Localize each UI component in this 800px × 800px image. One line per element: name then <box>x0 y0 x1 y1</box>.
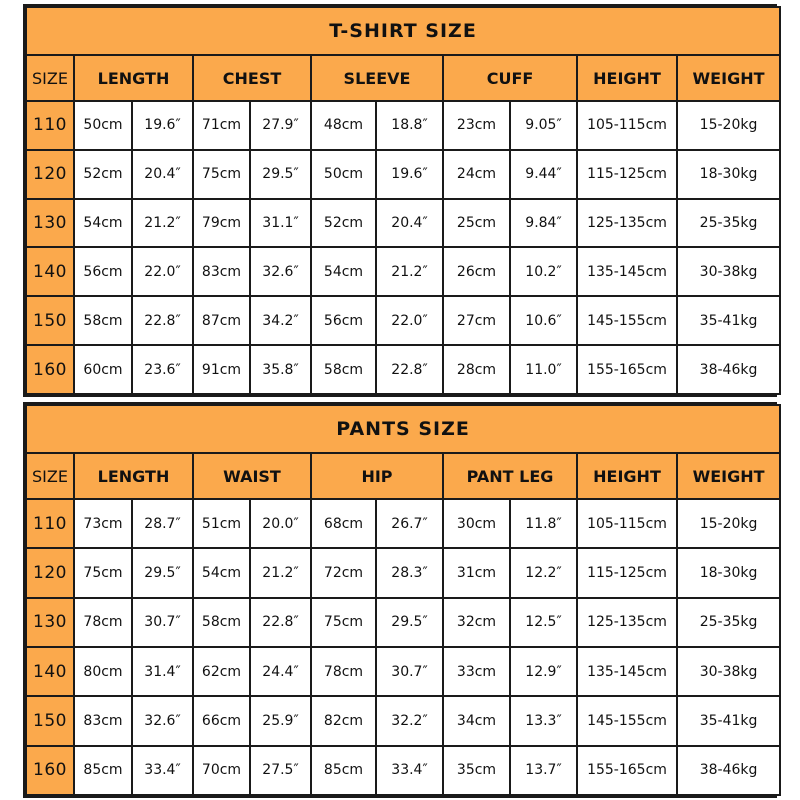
hip-in-cell: 26.7″ <box>376 499 443 548</box>
table-row <box>26 101 780 150</box>
weight-cell: 38-46kg <box>677 345 780 394</box>
hip-in-cell: 33.4″ <box>376 746 443 795</box>
length-cm-cell: 52cm <box>74 150 132 199</box>
waist-cm-cell: 66cm <box>193 696 250 745</box>
header-chest: CHEST <box>193 55 311 101</box>
header-size: SIZE <box>26 453 74 499</box>
height-cell: 115-125cm <box>577 150 677 199</box>
waist-cm-cell: 58cm <box>193 598 250 647</box>
hip-cm-cell: 75cm <box>311 598 376 647</box>
chest-cm-cell: 79cm <box>193 199 250 248</box>
length-in-cell: 29.5″ <box>132 548 193 597</box>
size-cell: 130 <box>26 199 74 248</box>
waist-in-cell: 24.4″ <box>250 647 311 696</box>
tshirt-size-table <box>25 6 781 395</box>
sleeve-cm-cell: 50cm <box>311 150 376 199</box>
cuff-in-cell: 9.84″ <box>510 199 577 248</box>
length-cm-cell: 85cm <box>74 746 132 795</box>
chest-cm-cell: 71cm <box>193 101 250 150</box>
height-cell: 145-155cm <box>577 696 677 745</box>
waist-cm-cell: 70cm <box>193 746 250 795</box>
tshirt-title: T-SHIRT SIZE <box>26 7 780 55</box>
size-cell: 150 <box>26 696 74 745</box>
size-cell: 110 <box>26 499 74 548</box>
header-pant-leg: PANT LEG <box>443 453 577 499</box>
height-cell: 155-165cm <box>577 746 677 795</box>
table-row <box>26 746 780 795</box>
chest-cm-cell: 87cm <box>193 296 250 345</box>
length-in-cell: 30.7″ <box>132 598 193 647</box>
sleeve-in-cell: 22.0″ <box>376 296 443 345</box>
hip-in-cell: 32.2″ <box>376 696 443 745</box>
leg-cm-cell: 33cm <box>443 647 510 696</box>
leg-in-cell: 12.5″ <box>510 598 577 647</box>
length-cm-cell: 73cm <box>74 499 132 548</box>
hip-cm-cell: 82cm <box>311 696 376 745</box>
sleeve-in-cell: 19.6″ <box>376 150 443 199</box>
cuff-in-cell: 9.44″ <box>510 150 577 199</box>
sleeve-in-cell: 22.8″ <box>376 345 443 394</box>
height-cell: 135-145cm <box>577 247 677 296</box>
hip-in-cell: 30.7″ <box>376 647 443 696</box>
table-row <box>26 345 780 394</box>
weight-cell: 25-35kg <box>677 199 780 248</box>
header-hip: HIP <box>311 453 443 499</box>
waist-cm-cell: 62cm <box>193 647 250 696</box>
height-cell: 115-125cm <box>577 548 677 597</box>
height-cell: 105-115cm <box>577 101 677 150</box>
chest-in-cell: 27.9″ <box>250 101 311 150</box>
height-cell: 125-135cm <box>577 199 677 248</box>
pants-title: PANTS SIZE <box>26 405 780 453</box>
length-cm-cell: 56cm <box>74 247 132 296</box>
table-row <box>26 247 780 296</box>
waist-cm-cell: 51cm <box>193 499 250 548</box>
table-row <box>26 548 780 597</box>
sleeve-in-cell: 20.4″ <box>376 199 443 248</box>
header-sleeve: SLEEVE <box>311 55 443 101</box>
size-cell: 120 <box>26 150 74 199</box>
length-in-cell: 23.6″ <box>132 345 193 394</box>
chest-in-cell: 32.6″ <box>250 247 311 296</box>
sleeve-cm-cell: 48cm <box>311 101 376 150</box>
weight-cell: 25-35kg <box>677 598 780 647</box>
size-cell: 110 <box>26 101 74 150</box>
hip-cm-cell: 78cm <box>311 647 376 696</box>
waist-in-cell: 27.5″ <box>250 746 311 795</box>
leg-in-cell: 13.3″ <box>510 696 577 745</box>
length-in-cell: 28.7″ <box>132 499 193 548</box>
height-cell: 105-115cm <box>577 499 677 548</box>
leg-in-cell: 12.9″ <box>510 647 577 696</box>
chest-in-cell: 35.8″ <box>250 345 311 394</box>
chest-cm-cell: 83cm <box>193 247 250 296</box>
tshirt-size-chart <box>23 4 777 397</box>
weight-cell: 18-30kg <box>677 548 780 597</box>
header-length: LENGTH <box>74 453 193 499</box>
table-row <box>26 150 780 199</box>
table-row <box>26 696 780 745</box>
table-row <box>26 499 780 548</box>
header-height: HEIGHT <box>577 55 677 101</box>
hip-cm-cell: 72cm <box>311 548 376 597</box>
length-cm-cell: 83cm <box>74 696 132 745</box>
pants-size-table <box>25 404 781 796</box>
length-in-cell: 32.6″ <box>132 696 193 745</box>
weight-cell: 15-20kg <box>677 499 780 548</box>
length-cm-cell: 75cm <box>74 548 132 597</box>
weight-cell: 35-41kg <box>677 296 780 345</box>
length-in-cell: 21.2″ <box>132 199 193 248</box>
length-in-cell: 19.6″ <box>132 101 193 150</box>
sleeve-in-cell: 21.2″ <box>376 247 443 296</box>
waist-in-cell: 22.8″ <box>250 598 311 647</box>
hip-in-cell: 28.3″ <box>376 548 443 597</box>
chest-in-cell: 34.2″ <box>250 296 311 345</box>
waist-in-cell: 25.9″ <box>250 696 311 745</box>
height-cell: 125-135cm <box>577 598 677 647</box>
leg-cm-cell: 32cm <box>443 598 510 647</box>
header-waist: WAIST <box>193 453 311 499</box>
length-cm-cell: 58cm <box>74 296 132 345</box>
leg-cm-cell: 31cm <box>443 548 510 597</box>
sleeve-in-cell: 18.8″ <box>376 101 443 150</box>
length-in-cell: 31.4″ <box>132 647 193 696</box>
length-cm-cell: 54cm <box>74 199 132 248</box>
height-cell: 135-145cm <box>577 647 677 696</box>
size-cell: 130 <box>26 598 74 647</box>
length-cm-cell: 50cm <box>74 101 132 150</box>
sleeve-cm-cell: 54cm <box>311 247 376 296</box>
length-in-cell: 22.8″ <box>132 296 193 345</box>
table-row <box>26 598 780 647</box>
sleeve-cm-cell: 52cm <box>311 199 376 248</box>
sleeve-cm-cell: 56cm <box>311 296 376 345</box>
height-cell: 155-165cm <box>577 345 677 394</box>
leg-cm-cell: 30cm <box>443 499 510 548</box>
weight-cell: 38-46kg <box>677 746 780 795</box>
header-height: HEIGHT <box>577 453 677 499</box>
weight-cell: 18-30kg <box>677 150 780 199</box>
cuff-cm-cell: 24cm <box>443 150 510 199</box>
chest-in-cell: 31.1″ <box>250 199 311 248</box>
hip-cm-cell: 85cm <box>311 746 376 795</box>
length-in-cell: 22.0″ <box>132 247 193 296</box>
leg-in-cell: 11.8″ <box>510 499 577 548</box>
leg-in-cell: 13.7″ <box>510 746 577 795</box>
cuff-cm-cell: 26cm <box>443 247 510 296</box>
hip-in-cell: 29.5″ <box>376 598 443 647</box>
chest-cm-cell: 91cm <box>193 345 250 394</box>
weight-cell: 30-38kg <box>677 647 780 696</box>
cuff-in-cell: 10.2″ <box>510 247 577 296</box>
cuff-cm-cell: 23cm <box>443 101 510 150</box>
header-length: LENGTH <box>74 55 193 101</box>
cuff-cm-cell: 28cm <box>443 345 510 394</box>
cuff-cm-cell: 27cm <box>443 296 510 345</box>
cuff-in-cell: 9.05″ <box>510 101 577 150</box>
size-cell: 160 <box>26 345 74 394</box>
length-cm-cell: 60cm <box>74 345 132 394</box>
size-cell: 160 <box>26 746 74 795</box>
header-size: SIZE <box>26 55 74 101</box>
sleeve-cm-cell: 58cm <box>311 345 376 394</box>
chest-in-cell: 29.5″ <box>250 150 311 199</box>
cuff-in-cell: 10.6″ <box>510 296 577 345</box>
chest-cm-cell: 75cm <box>193 150 250 199</box>
size-cell: 140 <box>26 247 74 296</box>
table-row <box>26 647 780 696</box>
length-in-cell: 20.4″ <box>132 150 193 199</box>
length-in-cell: 33.4″ <box>132 746 193 795</box>
weight-cell: 15-20kg <box>677 101 780 150</box>
height-cell: 145-155cm <box>577 296 677 345</box>
header-weight: WEIGHT <box>677 55 780 101</box>
cuff-in-cell: 11.0″ <box>510 345 577 394</box>
weight-cell: 35-41kg <box>677 696 780 745</box>
leg-cm-cell: 35cm <box>443 746 510 795</box>
cuff-cm-cell: 25cm <box>443 199 510 248</box>
leg-cm-cell: 34cm <box>443 696 510 745</box>
header-weight: WEIGHT <box>677 453 780 499</box>
pants-size-chart <box>23 402 777 798</box>
size-cell: 140 <box>26 647 74 696</box>
size-cell: 150 <box>26 296 74 345</box>
table-row <box>26 199 780 248</box>
weight-cell: 30-38kg <box>677 247 780 296</box>
header-cuff: CUFF <box>443 55 577 101</box>
length-cm-cell: 78cm <box>74 598 132 647</box>
waist-in-cell: 20.0″ <box>250 499 311 548</box>
leg-in-cell: 12.2″ <box>510 548 577 597</box>
table-row <box>26 296 780 345</box>
size-cell: 120 <box>26 548 74 597</box>
waist-in-cell: 21.2″ <box>250 548 311 597</box>
waist-cm-cell: 54cm <box>193 548 250 597</box>
hip-cm-cell: 68cm <box>311 499 376 548</box>
length-cm-cell: 80cm <box>74 647 132 696</box>
